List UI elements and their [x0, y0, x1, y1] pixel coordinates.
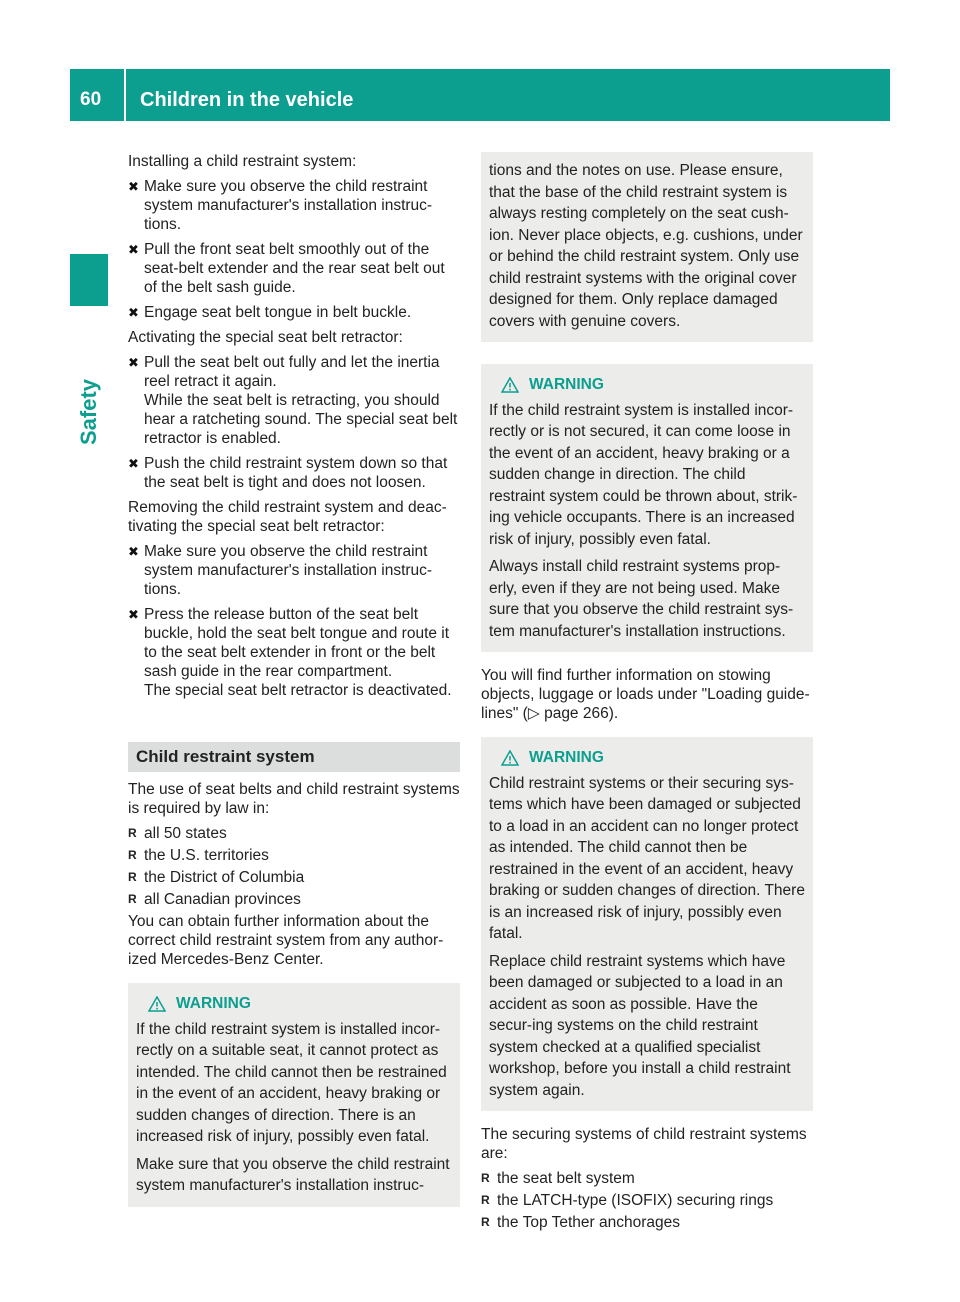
list-item: R all 50 states [128, 825, 227, 842]
list-item: R the District of Columbia [128, 869, 305, 886]
warning-box [481, 737, 813, 1111]
step-arrow-icon: ✖ [128, 242, 139, 257]
bullet-icon: R [481, 1215, 490, 1229]
warning-heading [489, 374, 805, 396]
step-arrow-icon: ✖ [128, 355, 139, 370]
section-heading: Child restraint system [128, 742, 460, 772]
section-side-label [70, 372, 108, 452]
step-arrow-icon: ✖ [128, 544, 139, 559]
warning-triangle-icon [501, 750, 519, 766]
warning-triangle-icon [148, 996, 166, 1012]
warning-box [481, 364, 813, 652]
warning-text: Always install child restraint systems prop-erly, even if they are not being used. Make sure that you observe the child restraint sys-tem manufacturer's installation instructions. [489, 558, 794, 640]
activate-intro: Activating the special seat belt retractor: [128, 329, 403, 346]
step-arrow-icon: ✖ [128, 456, 139, 471]
warning-text: If the child restraint system is installed incor-rectly on a suitable seat, it cannot protect as intended. The child cannot then be restrained in the event of an accident, heavy braking or sudden changes of direction. There is an increased risk of injury, possibly even fatal. [136, 1020, 447, 1145]
bullet-icon: R [128, 892, 137, 906]
install-step: ✖ Pull the front seat belt smoothly out of the seat-belt extender and the rear seat belt out of the belt sash guide. [128, 241, 445, 296]
bullet-icon: R [481, 1171, 490, 1185]
section-tab-marker [70, 254, 108, 306]
section-side-label-text: Safety [76, 378, 101, 446]
list-item: R the Top Tether anchorages [481, 1214, 680, 1231]
install-intro: Installing a child restraint system: [128, 153, 357, 170]
warning-box-continued [481, 152, 813, 342]
further-info: You can obtain further information about the correct child restraint system from any author-ized Mercedes-Benz Center. [128, 913, 444, 968]
left-column [128, 152, 460, 1221]
bullet-icon: R [128, 848, 137, 862]
warning-text: If the child restraint system is installed incor-rectly or is not secured, it can come loose in the event of an accident, heavy braking or a sudden change in direction. The child restraint system could be thrown about, strik-ing vehicle occupants. There is an increased risk of injury, possibly even fatal. [489, 401, 798, 548]
section-intro: The use of seat belts and child restraint systems is required by law in: [128, 781, 460, 817]
bullet-icon: R [481, 1193, 490, 1207]
remove-intro: Removing the child restraint system and deac-tivating the special seat belt retractor: [128, 499, 447, 535]
step-arrow-icon: ✖ [128, 179, 139, 194]
warning-box [128, 983, 460, 1207]
remove-step: ✖ Press the release button of the seat belt buckle, hold the seat belt tongue and route it to the seat belt extender in front or the belt sash guide in the rear compartment. The special seat belt retractor is deactivated. [128, 606, 452, 699]
remove-step: ✖ Make sure you observe the child restraint system manufacturer's installation instruc-tions. [128, 543, 433, 598]
list-item: R the seat belt system [481, 1170, 635, 1187]
warning-label: WARNING [529, 376, 604, 393]
activate-step: ✖ Push the child restraint system down so that the seat belt is tight and does not loosen. [128, 455, 448, 491]
install-step: ✖ Engage seat belt tongue in belt buckle. [128, 304, 412, 321]
warning-text: Make sure that you observe the child restraint system manufacturer's installation instruc- [136, 1155, 450, 1194]
list-item: R all Canadian provinces [128, 891, 301, 908]
install-step: ✖ Make sure you observe the child restraint system manufacturer's installation instruc-tions. [128, 178, 433, 233]
warning-text: Child restraint systems or their securing sys-tems which have been damaged or subjected to a load in an accident can no longer protect as intended. The child cannot then be restrained in the event of an accident, heavy braking or sudden changes of direction. There is an increased risk of injury, possibly even fatal. [489, 774, 805, 942]
right-column [481, 152, 813, 1235]
header-divider [124, 69, 126, 121]
page-number: 60 [80, 89, 102, 110]
warning-triangle-icon [501, 377, 519, 393]
page-title: Children in the vehicle [140, 89, 354, 111]
warning-label: WARNING [176, 995, 251, 1012]
securing-intro: The securing systems of child restraint systems are: [481, 1126, 807, 1162]
warning-label: WARNING [529, 749, 604, 766]
warning-text: tions and the notes on use. Please ensure, that the base of the child restraint system is always resting completely on the seat cush-ion. Never place objects, e.g. cushions, under or behind the child restraint system. Only use child restraint systems with the original cover designed for them. Only replace damaged covers with genuine covers. [489, 162, 803, 330]
warning-text: Replace child restraint systems which have been damaged or subjected to a load in an accident as soon as possible. Have the secur-ing systems on the child restraint system checked at a qualified specialist workshop, before you install a child restraint system again. [489, 952, 791, 1099]
bullet-icon: R [128, 870, 137, 884]
page-header [70, 69, 890, 121]
warning-heading [489, 747, 805, 769]
list-item: R the U.S. territories [128, 847, 269, 864]
bullet-icon: R [128, 826, 137, 840]
list-item: R the LATCH-type (ISOFIX) securing rings [481, 1192, 774, 1209]
stowing-text: You will find further information on stowing objects, luggage or loads under "Loading guide-lines" (▷ page 266). [481, 667, 810, 722]
step-arrow-icon: ✖ [128, 305, 139, 320]
warning-heading [136, 993, 452, 1015]
step-arrow-icon: ✖ [128, 607, 139, 622]
activate-step: ✖ Pull the seat belt out fully and let the inertia reel retract it again. While the seat belt is retracting, you should hear a ratcheting sound. The special seat belt retractor is enabled. [128, 354, 458, 447]
